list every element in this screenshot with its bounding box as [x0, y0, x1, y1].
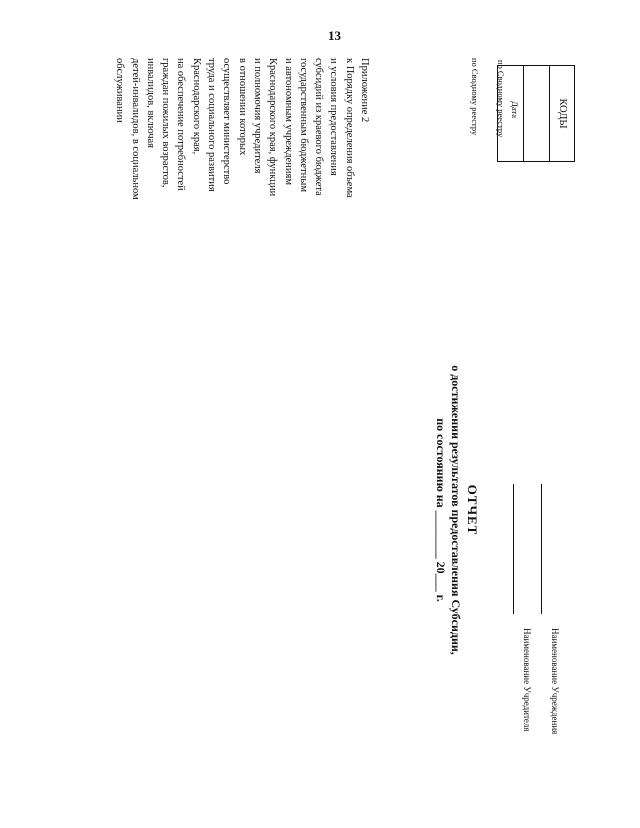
appendix-line: на обеспечение потребностей	[175, 58, 187, 191]
codes-row-label-registry-2: по Сводному реестру	[470, 58, 480, 136]
appendix-line: Краснодарского края,	[190, 58, 202, 155]
codes-row-label-registry-1: по Сводному реестру	[496, 60, 506, 138]
field-line-founder[interactable]	[513, 484, 514, 614]
appendix-line: и автономным учреждениям	[282, 58, 294, 185]
field-line-institution[interactable]	[541, 484, 542, 614]
appendix-line: к Порядку определения объема	[343, 58, 355, 198]
appendix-line: и полномочия учредителя	[251, 58, 263, 174]
codes-header: КОДЫ	[549, 66, 574, 161]
appendix-line: граждан пожилых возрастов,	[160, 58, 172, 188]
appendix-line: обслуживании	[114, 58, 126, 123]
field-label-founder: Наименование Учредителя	[522, 628, 532, 732]
report-date-line: по состоянию на ________ 20___ г.	[434, 418, 448, 602]
field-label-institution: Наименование Учреждения	[550, 628, 560, 735]
appendix-block	[112, 58, 372, 268]
appendix-line: инвалидов, включая	[144, 58, 156, 148]
codes-table	[497, 65, 575, 162]
appendix-line: Краснодарского края, функции	[267, 58, 279, 197]
appendix-line: труда и социального развития	[206, 58, 218, 192]
page-number: 13	[328, 28, 341, 43]
codes-row-label-date: Дата	[510, 101, 520, 118]
appendix-line: Приложение 2	[359, 58, 370, 123]
report-title-block	[433, 300, 480, 720]
report-title: ОТЧЕТ	[465, 484, 480, 536]
appendix-line: субсидий из краевого бюджета	[313, 58, 325, 196]
appendix-line: осуществляет министерство	[221, 58, 233, 185]
appendix-line: детей-инвалидов, в социальном	[129, 58, 141, 200]
report-subtitle: о достижении результатов предоставления Субсидии,	[449, 365, 463, 655]
appendix-line: в отношении которых	[236, 58, 248, 156]
appendix-line: государственным бюджетным	[297, 58, 309, 192]
codes-cell-date[interactable]	[523, 66, 549, 161]
appendix-line: и условия предоставления	[328, 58, 340, 176]
